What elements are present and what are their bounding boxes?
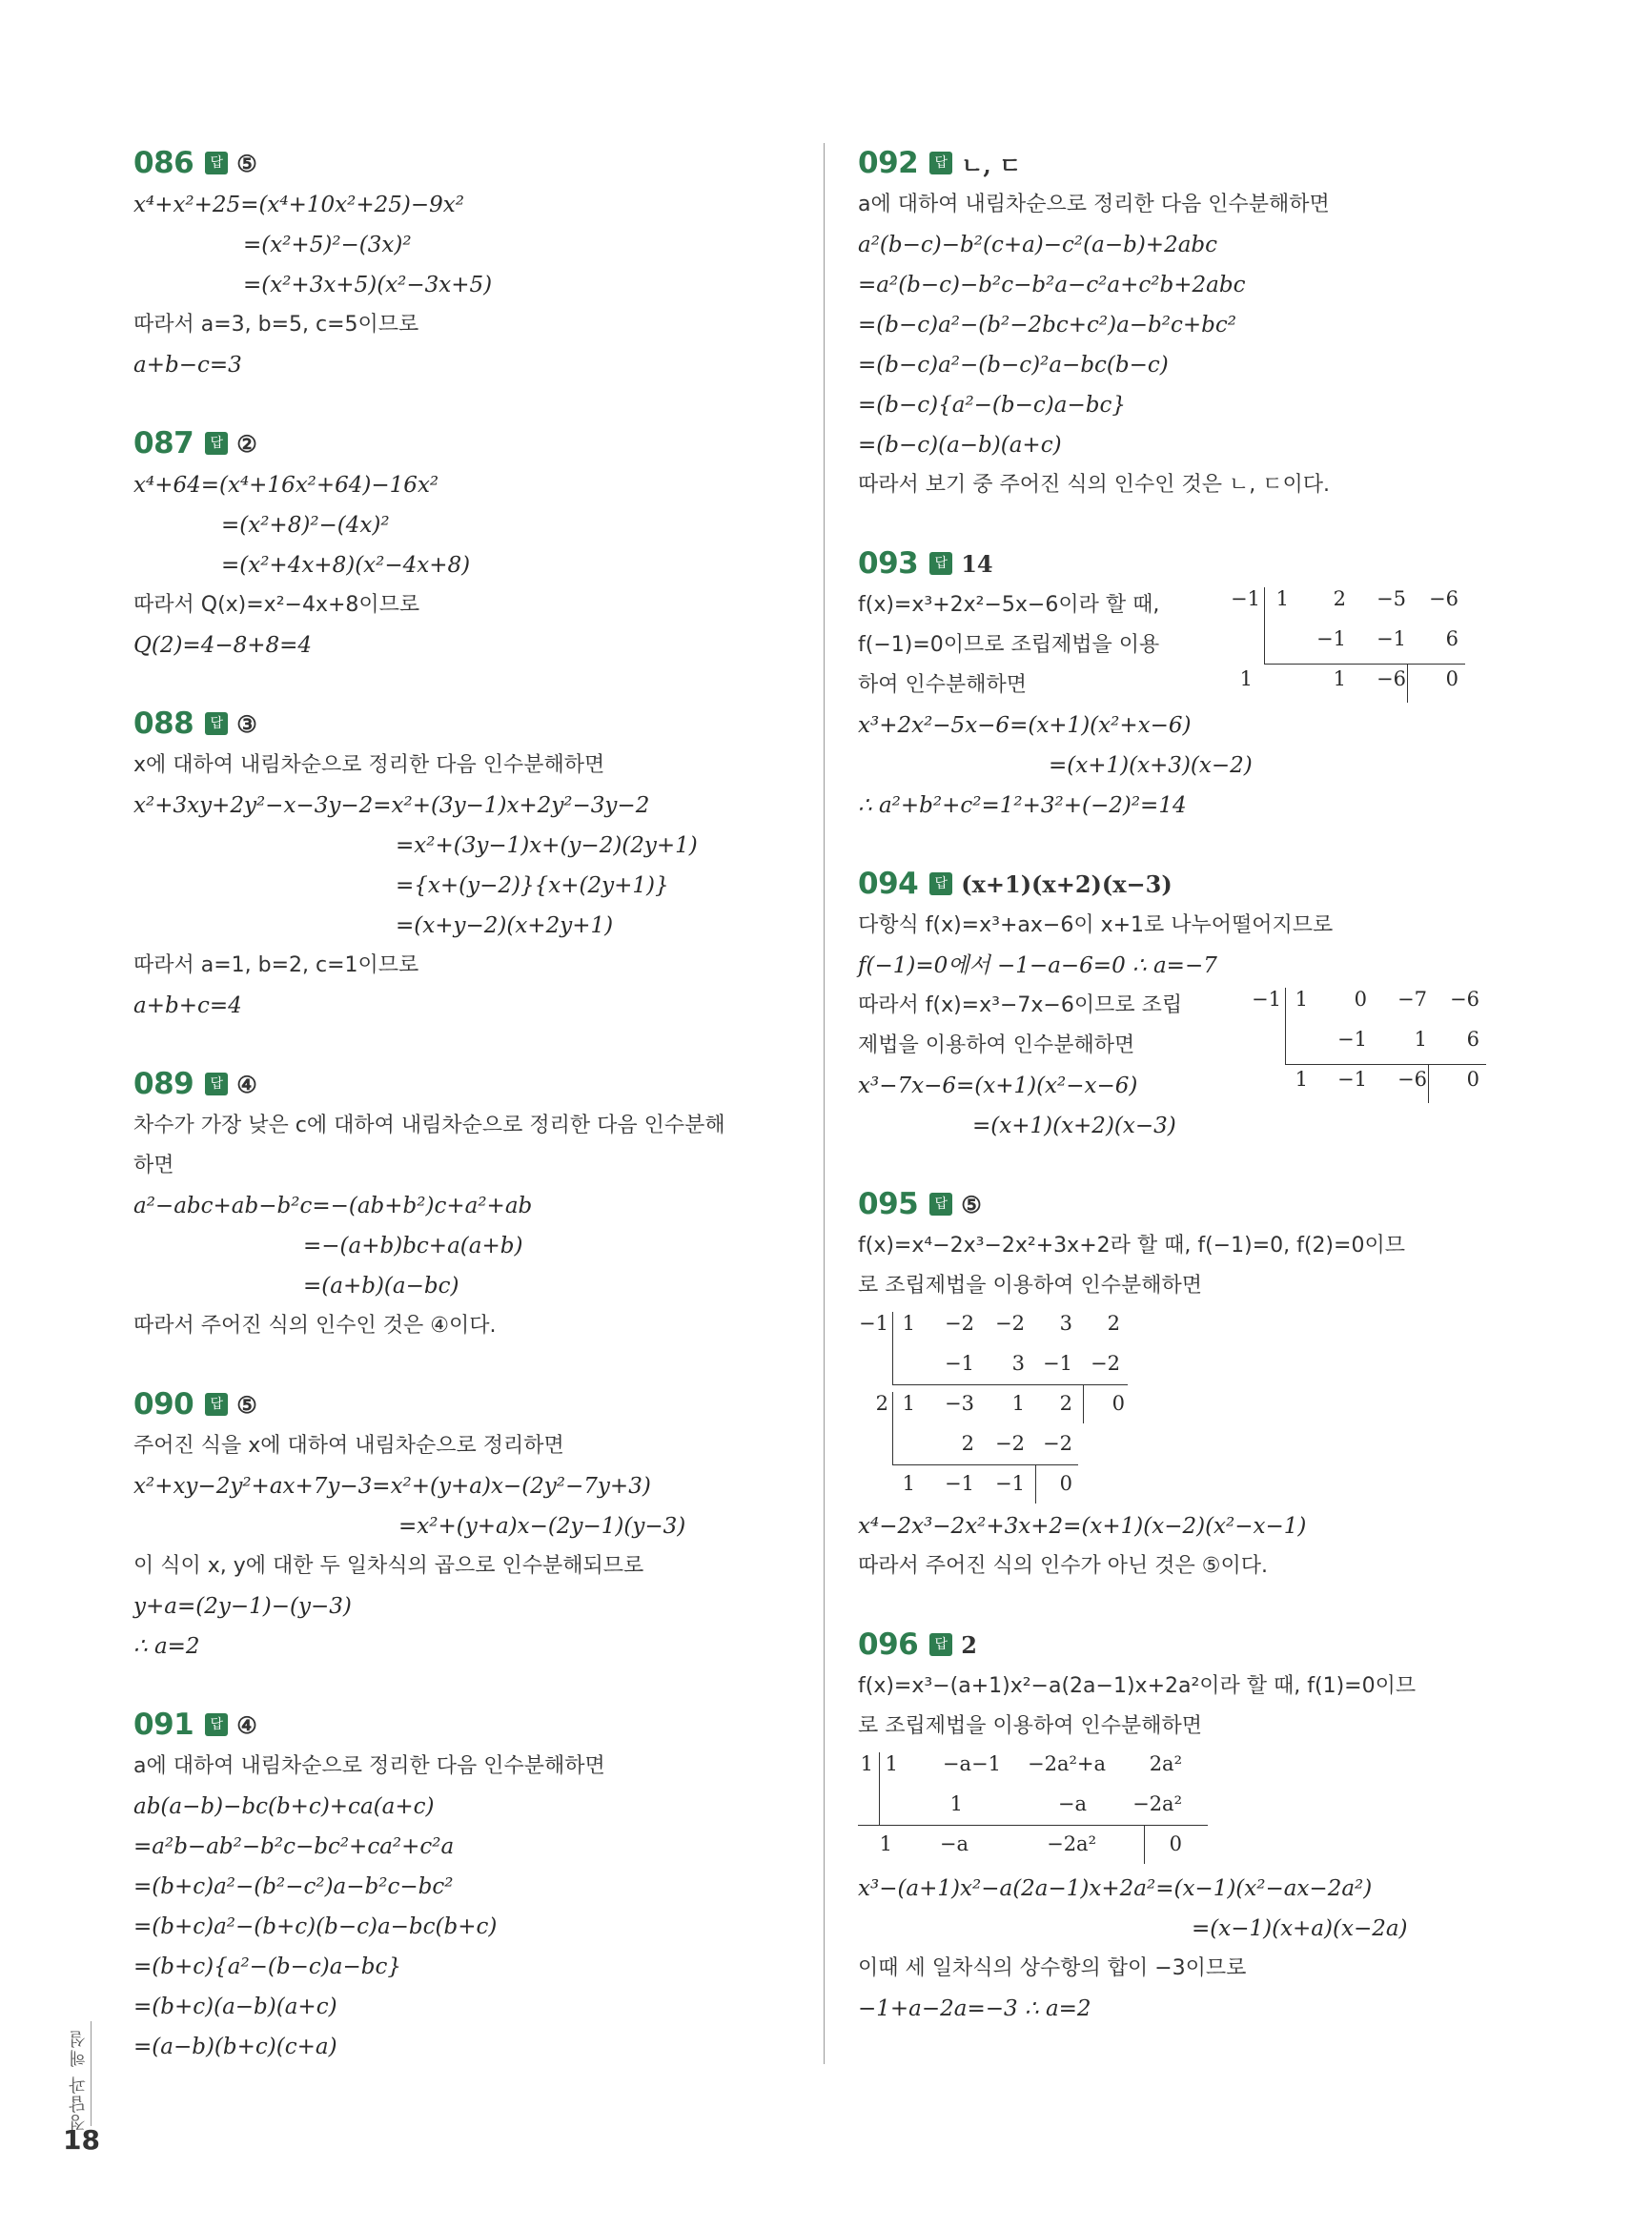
answer-badge: 답 [929,1193,952,1216]
answer: ③ [236,709,257,738]
solution-line: a²(b−c)−b²(c+a)−c²(a−b)+2abc [858,233,1218,257]
problem-096 [858,1625,1525,2029]
synth-cell: −2 [945,1312,974,1335]
synth-cell: 1 [1295,1068,1308,1091]
answer: ⑤ [236,1390,257,1419]
solution-text: f(−1)=0이므로 조립제법을 이용 [858,633,1160,657]
section-side-label: 정답과 해설 [69,2029,89,2132]
synth-cell: −5 [1377,587,1406,610]
synth-cell: −7 [1397,988,1427,1011]
solution-line: =x²+(3y−1)x+(y−2)(2y+1) [396,833,698,858]
synth-cell: −1 [1377,627,1406,650]
problem-number: 093 [858,546,919,581]
synth-cell: −6 [1429,587,1458,610]
side-rule [91,2021,92,2126]
solution-line: y+a=(2y−1)−(y−3) [133,1594,352,1619]
solution-line: =a²(b−c)−b²c−b²a−c²a+c²b+2abc [858,273,1246,297]
solution-line: a+b+c=4 [133,993,242,1018]
solution-line: x²+3xy+2y²−x−3y−2=x²+(3y−1)x+2y²−3y−2 [133,793,650,818]
answer: 2 [961,1630,977,1659]
solution-text: 제법을 이용하여 인수분해하면 [858,1033,1135,1057]
answer: ② [236,429,257,458]
solution-line: =x²+(y+a)x−(2y−1)(y−3) [398,1514,686,1539]
solution-line: =(b+c){a²−(b−c)a−bc} [133,1954,401,1979]
problem-number: 095 [858,1187,919,1221]
synth-cell: −1 [1337,1068,1367,1091]
answer-badge: 답 [929,1633,952,1656]
synth-cell: 1 [1011,1392,1025,1415]
synth-cell: −2 [995,1312,1025,1335]
problem-number: 086 [133,146,194,180]
solution-text: a에 대하여 내림차순으로 정리한 다음 인수분해하면 [133,1754,605,1778]
solution-line: =(b+c)a²−(b+c)(b−c)a−bc(b+c) [133,1914,498,1939]
solution-text: 하면 [133,1154,174,1177]
synth-cell: 1 [1239,667,1253,690]
problem-number: 089 [133,1067,194,1101]
solution-text: 이때 세 일차식의 상수항의 합이 −3이므로 [858,1956,1247,1980]
synthetic-division-table [1251,988,1479,1108]
synth-cell: 1 [949,1792,963,1815]
solution-line: Q(2)=4−8+8=4 [133,633,313,658]
synth-rule [892,1392,893,1464]
synth-cell: 6 [1445,627,1458,650]
solution-line: x³+2x²−5x−6=(x+1)(x²+x−6) [858,713,1192,738]
problem-087 [133,423,801,665]
synth-cell: 3 [1059,1312,1072,1335]
synth-cell: −2 [1091,1352,1120,1375]
problem-number: 092 [858,146,919,180]
synth-root: −1 [1252,988,1281,1011]
answer: ㄴ, ㄷ [961,151,1022,179]
problem-number: 096 [858,1627,919,1662]
remainder-box [1144,1825,1208,1864]
problem-number: 087 [133,426,194,460]
solution-line: ∴ a²+b²+c²=1²+3²+(−2)²=14 [858,793,1187,818]
solution-text: a에 대하여 내림차순으로 정리한 다음 인수분해하면 [858,193,1330,216]
column-divider [824,143,825,2064]
problem-number: 091 [133,1708,194,1742]
problem-number: 088 [133,706,194,741]
solution-line: a²−abc+ab−b²c=−(ab+b²)c+a²+ab [133,1194,533,1218]
answer-badge: 답 [205,1393,228,1416]
synthetic-division-table [1230,587,1458,707]
solution-line: =(x²+3x+5)(x²−3x+5) [243,273,493,297]
solution-line: x⁴+64=(x⁴+16x²+64)−16x² [133,473,439,498]
solution-text: 따라서 주어진 식의 인수인 것은 ④이다. [133,1314,497,1338]
problem-092 [858,143,1525,505]
answer-badge: 답 [205,712,228,735]
solution-line: =(x+y−2)(x+2y+1) [396,913,614,938]
solution-text: 로 조립제법을 이용하여 인수분해하면 [858,1714,1203,1738]
solution-text: f(x)=x⁴−2x³−2x²+3x+2라 할 때, f(−1)=0, f(2)=0이므 [858,1234,1405,1258]
solution-text: x에 대하여 내림차순으로 정리한 다음 인수분해하면 [133,753,605,777]
solution-line: ={x+(y−2)}{x+(2y+1)} [396,873,669,898]
solution-text: 따라서 보기 중 주어진 식의 인수인 것은 ㄴ, ㄷ이다. [858,473,1330,497]
solution-line: ab(a−b)−bc(b+c)+ca(a+c) [133,1794,435,1819]
solution-text: 따라서 주어진 식의 인수가 아닌 것은 ⑤이다. [858,1554,1268,1578]
synth-cell: 0 [1169,1832,1182,1855]
solution-line: x³−(a+1)x²−a(2a−1)x+2a²=(x−1)(x²−ax−2a²) [858,1876,1373,1901]
solution-line: x³−7x−6=(x+1)(x²−x−6) [858,1074,1138,1098]
solution-line: x²+xy−2y²+ax+7y−3=x²+(y+a)x−(2y²−7y+3) [133,1474,651,1499]
synth-cell: −1 [945,1472,974,1495]
synth-cell: 0 [1445,667,1458,690]
problem-088 [133,704,801,1026]
synthetic-division-table [858,1747,1220,1869]
solution-line: =−(a+b)bc+a(a+b) [303,1234,523,1258]
synth-root: −1 [1231,587,1260,610]
solution-line: ∴ a=2 [133,1634,200,1659]
solution-line: =(x+1)(x+3)(x−2) [1049,753,1253,778]
answer-badge: 답 [929,152,952,174]
synth-rule [1264,587,1265,664]
answer-badge: 답 [929,872,952,895]
synth-cell: 1 [902,1392,915,1415]
solution-line: a+b−c=3 [133,353,242,378]
synth-cell: 0 [1112,1392,1125,1415]
solution-text: 주어진 식을 x에 대하여 내림차순으로 정리하면 [133,1434,564,1458]
synth-cell: 1 [1333,667,1346,690]
right-column [858,143,1525,2067]
solution-line: =(b−c)a²−(b²−2bc+c²)a−b²c+bc² [858,313,1236,338]
synth-root: −1 [859,1312,888,1335]
remainder-box [1035,1464,1078,1504]
synth-cell: 2 [1333,587,1346,610]
synth-cell: 1 [1414,1028,1427,1051]
solution-line: x⁴−2x³−2x²+3x+2=(x+1)(x−2)(x²−x−1) [858,1514,1307,1539]
synth-rule [892,1312,893,1384]
synth-cell: −a−1 [942,1752,1001,1775]
synth-cell: −1 [1337,1028,1367,1051]
page-number: 18 [63,2124,100,2156]
answer: 14 [961,549,993,578]
synth-cell: 1 [885,1752,898,1775]
problem-090 [133,1384,801,1667]
answer-badge: 답 [205,152,228,174]
synth-cell: −6 [1450,988,1479,1011]
synth-cell: −2 [995,1432,1025,1455]
remainder-box [1407,664,1465,703]
problem-095 [858,1184,1525,1586]
solution-line: =(b+c)a²−(b²−c²)a−b²c−bc² [133,1874,454,1899]
synth-cell: 1 [902,1472,915,1495]
answer: ⑤ [236,149,257,177]
synth-cell: −2a² [1132,1792,1182,1815]
answer-badge: 답 [205,1713,228,1736]
solution-line: =(x²+4x+8)(x²−4x+8) [221,553,471,578]
solution-text: 하여 인수분해하면 [858,673,1028,697]
synth-rule [1285,988,1286,1064]
solution-line: =(x²+8)²−(4x)² [221,513,390,538]
answer-badge: 답 [205,1073,228,1095]
synth-root: 1 [860,1752,873,1775]
solution-line: =(b−c){a²−(b−c)a−bc} [858,393,1126,418]
solution-text: 이 식이 x, y에 대한 두 일차식의 곱으로 인수분해되므로 [133,1554,644,1578]
synth-cell: −1 [945,1352,974,1375]
synth-cell: 1 [1275,587,1289,610]
synth-cell: 2 [1107,1312,1120,1335]
left-column [133,143,801,2105]
problem-number: 090 [133,1387,194,1422]
synth-cell: −6 [1377,667,1406,690]
solution-line: −1+a−2a=−3 ∴ a=2 [858,1996,1091,2021]
problem-086 [133,143,801,385]
answer: ④ [236,1710,257,1739]
answer: ④ [236,1070,257,1098]
synth-cell: 2 [961,1432,974,1455]
solution-text: f(x)=x³−(a+1)x²−a(2a−1)x+2a²이라 할 때, f(1)=0이므 [858,1674,1417,1698]
synth-cell: 3 [1011,1352,1025,1375]
synth-cell: 2 [1059,1392,1072,1415]
solution-line: =(a−b)(b+c)(c+a) [133,2035,337,2059]
synth-cell: −1 [995,1472,1025,1495]
solution-line: =(a+b)(a−bc) [303,1274,459,1299]
answer: (x+1)(x+2)(x−3) [961,869,1173,898]
problem-089 [133,1064,801,1346]
remainder-box [1083,1384,1128,1423]
solution-line: x⁴+x²+25=(x⁴+10x²+25)−9x² [133,193,464,217]
solution-text: 따라서 a=1, b=2, c=1이므로 [133,953,419,977]
answer-badge: 답 [205,432,228,455]
solution-text: 따라서 f(x)=x³−7x−6이므로 조립 [858,993,1183,1017]
solution-line: f(−1)=0에서 −1−a−6=0 ∴ a=−7 [858,953,1217,978]
synth-cell: −2 [1043,1432,1072,1455]
synth-cell: 2a² [1149,1752,1182,1775]
solution-text: f(x)=x³+2x²−5x−6이라 할 때, [858,593,1160,617]
solution-line: =(b−c)a²−(b−c)²a−bc(b−c) [858,353,1169,378]
solution-text: 차수가 가장 낮은 c에 대하여 내림차순으로 정리한 다음 인수분해 [133,1114,725,1137]
synth-cell: 1 [879,1832,892,1855]
synth-cell: −2a²+a [1027,1752,1106,1775]
solution-text: 따라서 Q(x)=x²−4x+8이므로 [133,593,420,617]
solution-text: 로 조립제법을 이용하여 인수분해하면 [858,1274,1203,1298]
problem-094 [858,864,1525,1146]
synth-cell: −1 [1043,1352,1072,1375]
problem-091 [133,1705,801,2067]
answer: ⑤ [961,1190,982,1218]
synth-cell: −1 [1316,627,1346,650]
synth-cell: −6 [1397,1068,1427,1091]
synthetic-division-table [858,1306,1182,1506]
answer-badge: 답 [929,552,952,575]
problem-number: 094 [858,867,919,901]
synth-cell: 0 [1354,988,1367,1011]
synth-cell: 1 [902,1312,915,1335]
solution-text: 따라서 a=3, b=5, c=5이므로 [133,313,419,337]
synth-cell: 1 [1295,988,1308,1011]
synth-cell: −3 [945,1392,974,1415]
solution-line: =a²b−ab²−b²c−bc²+ca²+c²a [133,1834,455,1859]
remainder-box [1428,1064,1486,1103]
problem-093 [858,543,1525,826]
solution-line: =(x+1)(x+2)(x−3) [972,1114,1176,1138]
solution-line: =(x²+5)²−(3x)² [243,233,412,257]
synth-cell: 0 [1466,1068,1479,1091]
synth-cell: 0 [1059,1472,1072,1495]
synth-cell: −a [939,1832,969,1855]
solution-line: =(b−c)(a−b)(a+c) [858,433,1062,458]
synth-rule [879,1752,880,1825]
synth-cell: −a [1057,1792,1087,1815]
solution-line: =(b+c)(a−b)(a+c) [133,1995,337,2019]
solution-text: 다항식 f(x)=x³+ax−6이 x+1로 나누어떨어지므로 [858,913,1334,937]
synth-cell: 6 [1466,1028,1479,1051]
solution-line: =(x−1)(x+a)(x−2a) [1192,1916,1408,1941]
synth-root: 2 [875,1392,888,1415]
synth-cell: −2a² [1047,1832,1096,1855]
